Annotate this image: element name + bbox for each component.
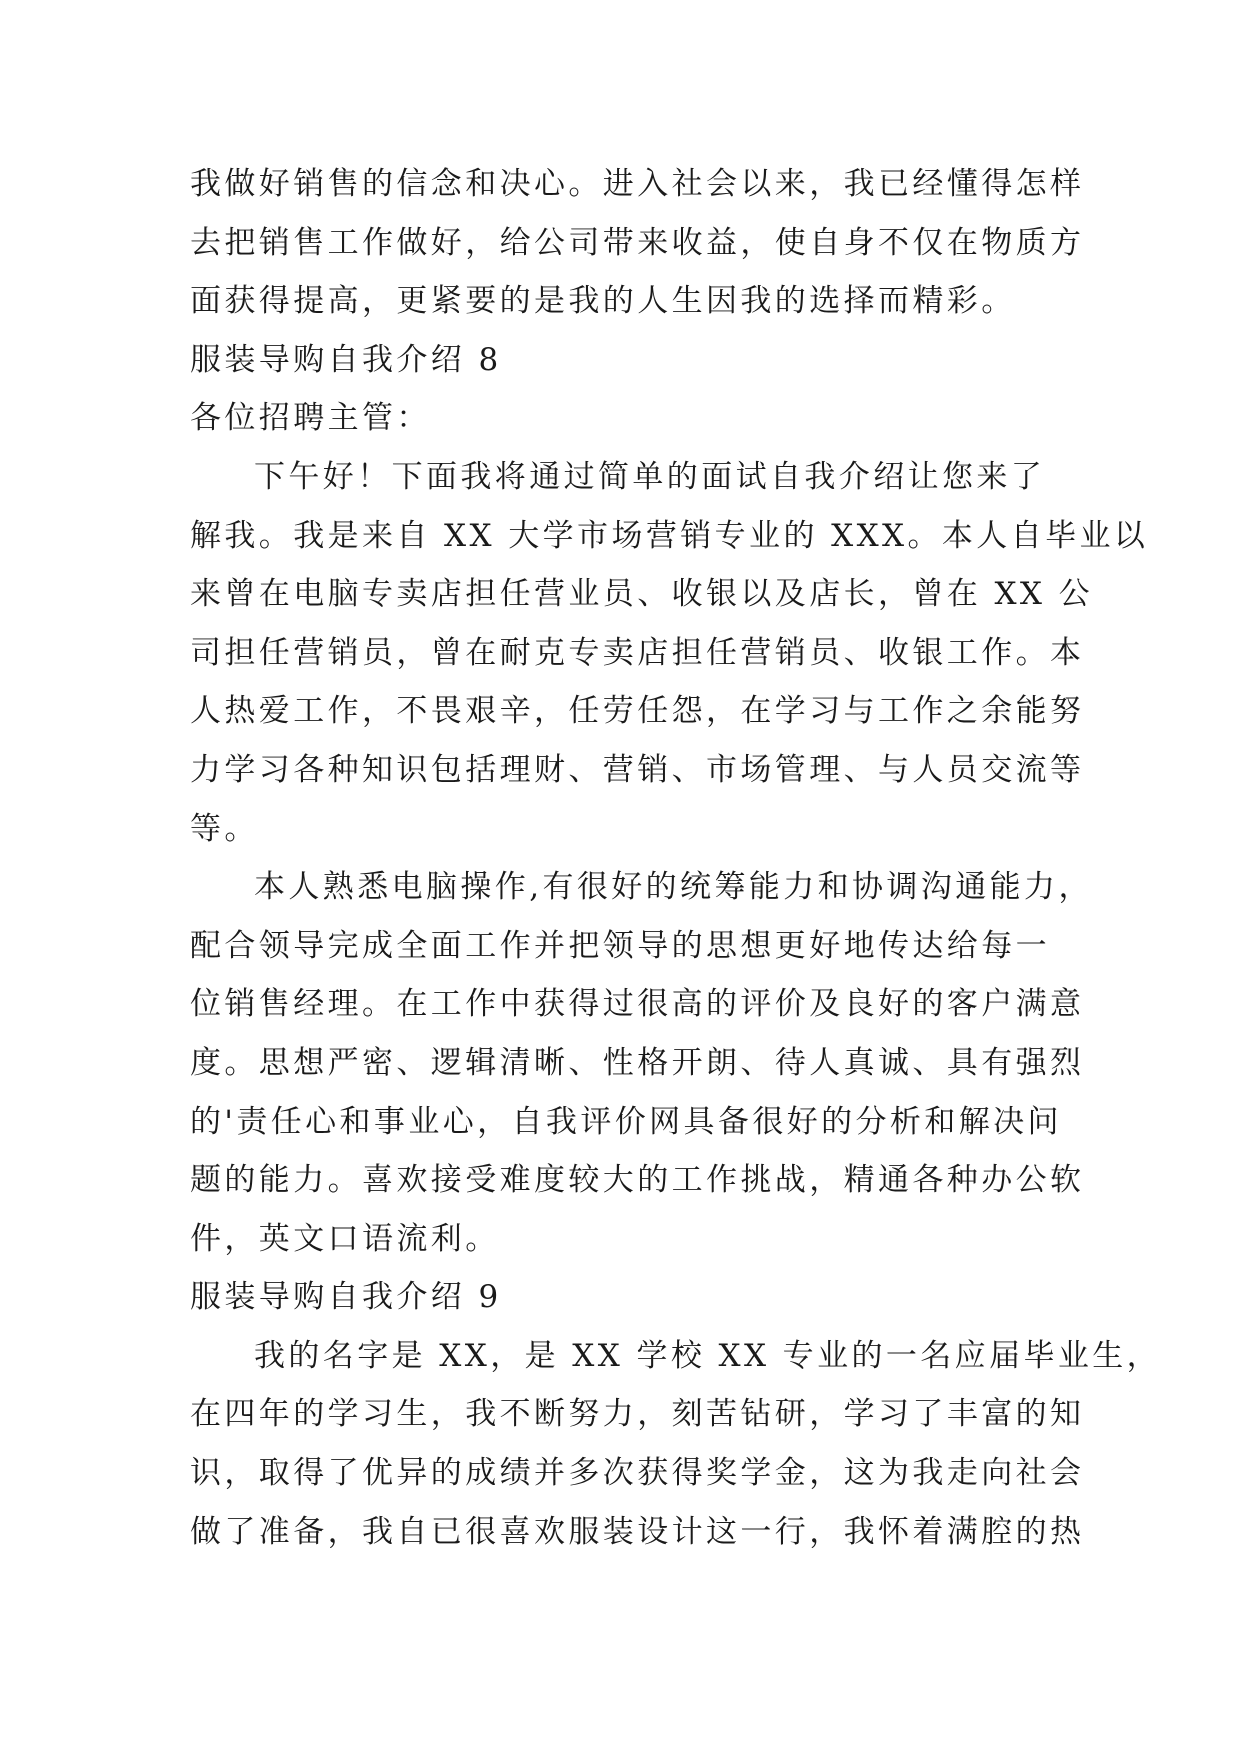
text-line: 力学习各种知识包括理财、营销、市场管理、与人员交流等 <box>190 751 1085 788</box>
text-line: 我做好销售的信念和决心。进入社会以来，我已经懂得怎样 <box>190 166 1085 202</box>
text-line: 人热爱工作，不畏艰辛，任劳任怨，在学习与工作之余能努 <box>190 693 1085 730</box>
text-line: 在四年的学习生，我不断努力，刻苦钻研，学习了丰富的知 <box>190 1396 1085 1433</box>
paragraph-first-line: 下午好！下面我将通过简单的面试自我介绍让您来了 <box>254 458 1046 495</box>
paragraph-first-line: 我的名字是 XX，是 XX 学校 XX 专业的一名应届毕业生， <box>254 1337 1162 1374</box>
salutation: 各位招聘主管： <box>190 400 431 437</box>
text-line: 识，取得了优异的成绩并多次获得奖学金，这为我走向社会 <box>190 1455 1085 1492</box>
text-line: 解我。我是来自 XX 大学市场营销专业的 XXX。本人自毕业以 <box>190 517 1149 554</box>
text-line: 司担任营销员，曾在耐克专卖店担任营销员、收银工作。本 <box>190 634 1085 671</box>
text-line: 位销售经理。在工作中获得过很高的评价及良好的客户满意 <box>190 986 1085 1023</box>
text-line: 面获得提高，更紧要的是我的人生因我的选择而精彩。 <box>190 283 1016 320</box>
paragraph-first-line: 本人熟悉电脑操作,有很好的统筹能力和协调沟通能力， <box>254 869 1093 906</box>
text-line: 配合领导完成全面工作并把领导的思想更好地传达给每一 <box>190 927 1050 964</box>
text-line: 题的能力。喜欢接受难度较大的工作挑战，精通各种办公软 <box>190 1162 1085 1199</box>
text-line: 去把销售工作做好，给公司带来收益，使自身不仅在物质方 <box>190 224 1085 261</box>
text-line: 等。 <box>190 810 259 847</box>
text-line: 的'责任心和事业心，自我评价网具备很好的分析和解决问 <box>190 1103 1062 1140</box>
document-page <box>190 155 1162 1715</box>
text-line: 做了准备，我自已很喜欢服装设计这一行，我怀着满腔的热 <box>190 1513 1085 1550</box>
text-line: 件，英文口语流利。 <box>190 1220 500 1257</box>
text-line: 来曾在电脑专卖店担任营业员、收银以及店长，曾在 XX 公 <box>190 576 1094 613</box>
section-heading: 服装导购自我介绍 9 <box>190 1279 502 1316</box>
text-line: 度。思想严密、逻辑清晰、性格开朗、待人真诚、具有强烈 <box>190 1044 1085 1081</box>
section-heading: 服装导购自我介绍 8 <box>190 341 502 378</box>
